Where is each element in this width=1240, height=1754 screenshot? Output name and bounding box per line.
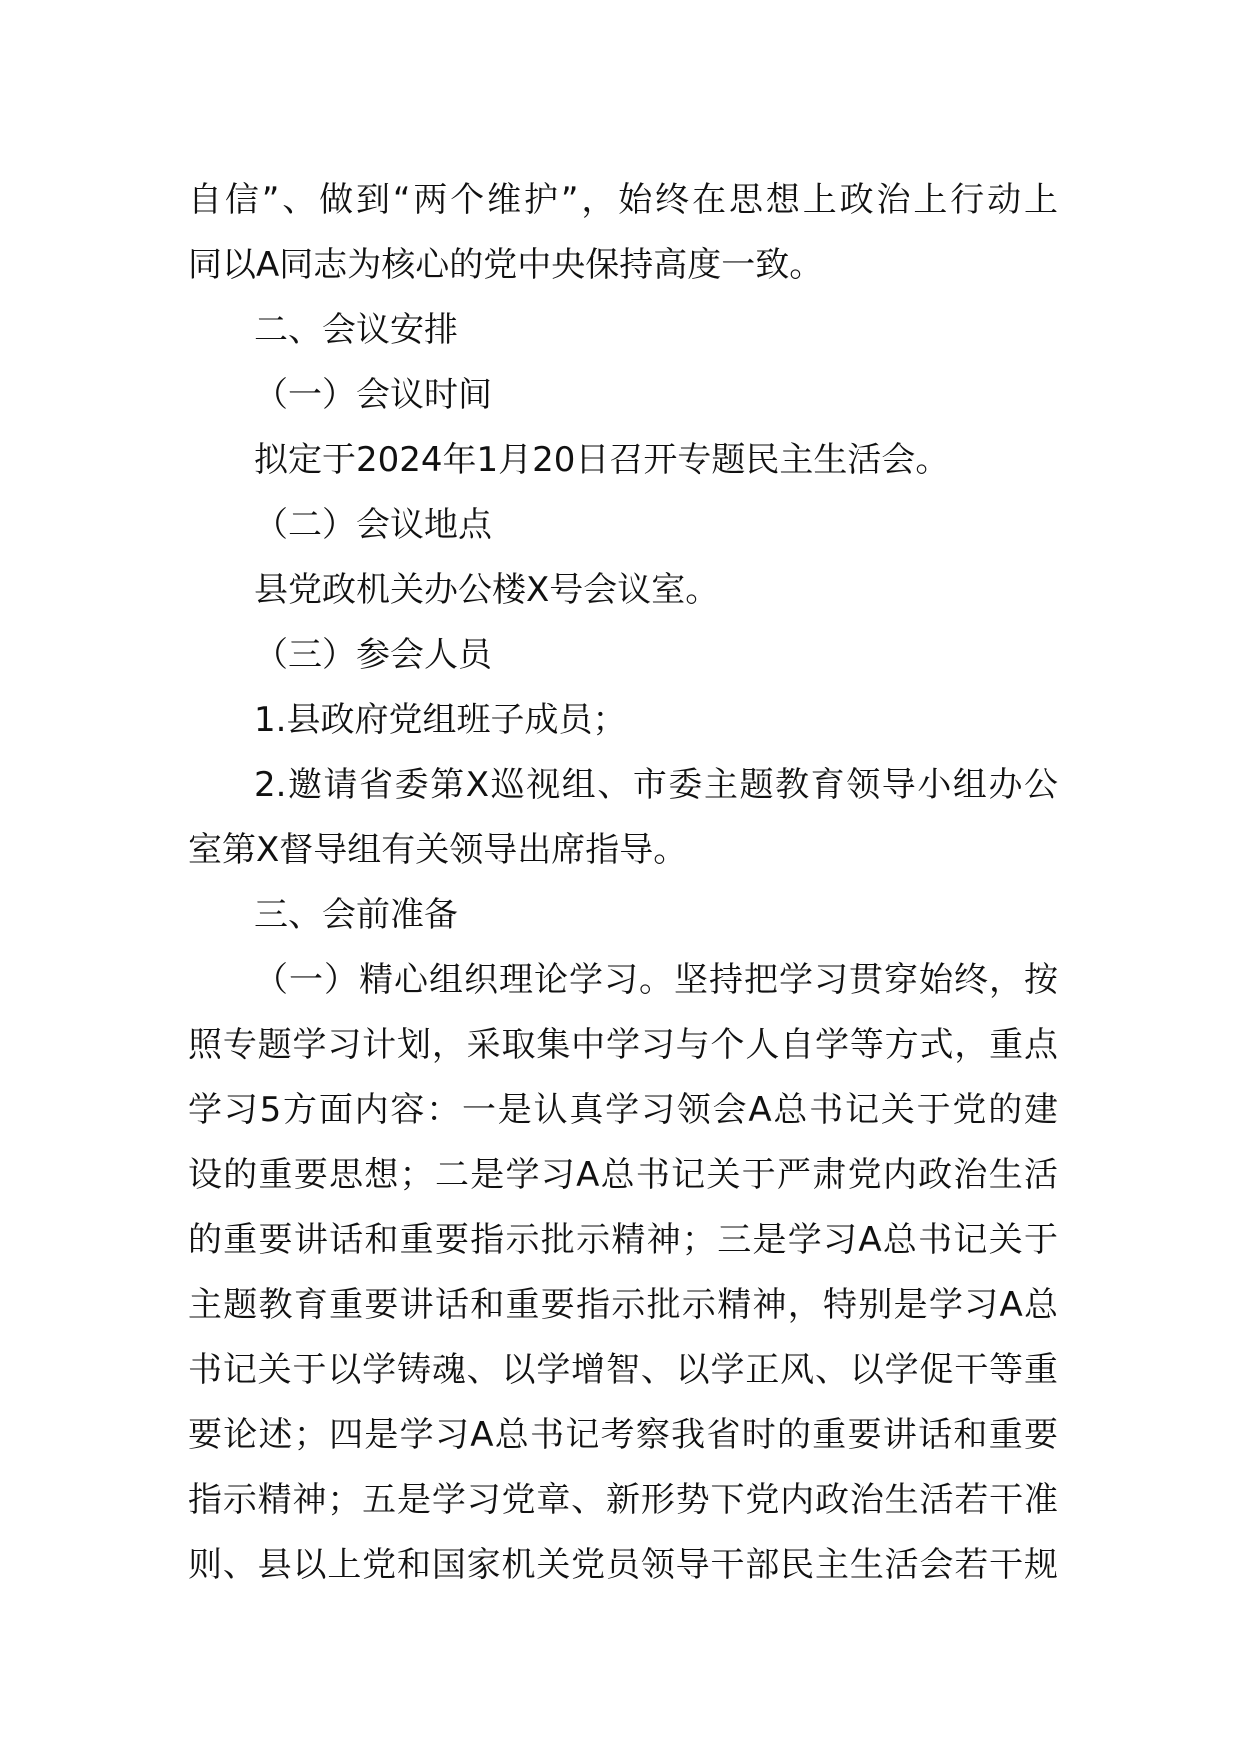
list-item: 1.县政府党组班子成员；	[254, 700, 627, 740]
paragraph-line: 自信”、做到“两个维护”，始终在思想上政治上行动上	[188, 180, 1058, 220]
paragraph-line: 书记关于以学铸魂、以学增智、以学正风、以学促干等重	[188, 1350, 1058, 1390]
paragraph-line: 的重要讲话和重要指示批示精神；三是学习A总书记关于	[188, 1220, 1058, 1260]
paragraph-line: 县党政机关办公楼X号会议室。	[254, 570, 720, 610]
paragraph-line: 主题教育重要讲话和重要指示批示精神，特别是学习A总	[188, 1285, 1058, 1325]
paragraph-line: 指示精神；五是学习党章、新形势下党内政治生活若干准	[188, 1480, 1058, 1520]
subsection-heading: （二）会议地点	[254, 505, 492, 545]
subsection-heading: （一）会议时间	[254, 375, 492, 415]
paragraph-line: 学习5方面内容：一是认真学习领会A总书记关于党的建	[188, 1090, 1058, 1130]
paragraph-line: （一）精心组织理论学习。坚持把学习贯穿始终，按	[254, 960, 1058, 1000]
section-heading: 二、会议安排	[254, 310, 458, 350]
paragraph-line: 设的重要思想；二是学习A总书记关于严肃党内政治生活	[188, 1155, 1058, 1195]
paragraph-line: 室第X督导组有关领导出席指导。	[188, 830, 688, 870]
paragraph-line: 则、县以上党和国家机关党员领导干部民主生活会若干规	[188, 1545, 1058, 1585]
paragraph-line: 照专题学习计划，采取集中学习与个人自学等方式，重点	[188, 1025, 1058, 1065]
list-item: 2.邀请省委第X巡视组、市委主题教育领导小组办公	[254, 765, 1058, 805]
paragraph-line: 拟定于2024年1月20日召开专题民主生活会。	[254, 440, 950, 480]
paragraph-line: 要论述；四是学习A总书记考察我省时的重要讲话和重要	[188, 1415, 1058, 1455]
subsection-heading: （三）参会人员	[254, 635, 492, 675]
document-body	[188, 168, 1058, 1598]
section-heading: 三、会前准备	[254, 895, 458, 935]
paragraph-line: 同以A同志为核心的党中央保持高度一致。	[188, 245, 824, 285]
